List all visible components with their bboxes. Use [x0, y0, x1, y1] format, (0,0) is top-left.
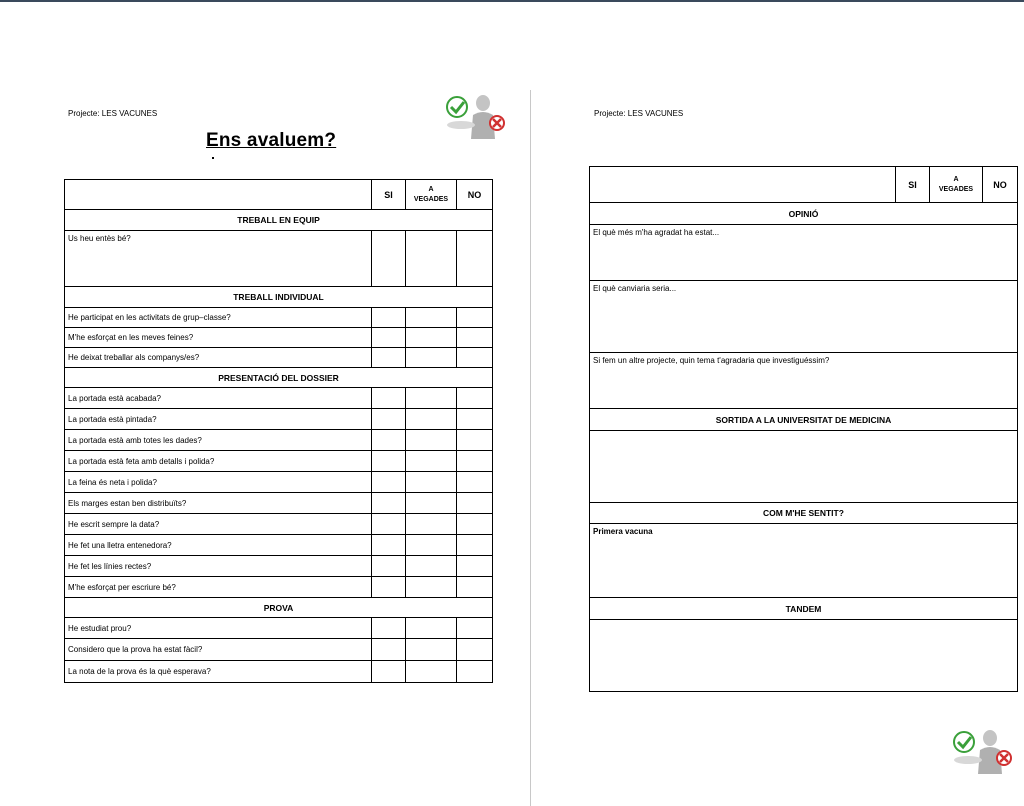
question-label: M'he esforçat en les meves feines? — [65, 328, 372, 348]
table-row — [65, 472, 493, 493]
header-a-vegades: A VEGADES — [406, 180, 457, 210]
answer-cell-si[interactable] — [372, 618, 406, 639]
header-a-vegades: A VEGADES — [930, 167, 983, 203]
answer-cell-a-vegades[interactable] — [406, 493, 457, 514]
answer-cell-no[interactable] — [457, 639, 493, 661]
answer-cell-a-vegades[interactable] — [406, 231, 457, 287]
table-row — [65, 231, 493, 287]
answer-cell-si[interactable] — [372, 577, 406, 598]
answer-cell-a-vegades[interactable] — [406, 388, 457, 409]
answer-cell-no[interactable] — [457, 409, 493, 430]
section-sortida: SORTIDA A LA UNIVERSITAT DE MEDICINA — [590, 409, 1018, 431]
answer-cell-si[interactable] — [372, 348, 406, 368]
question-label: He fet una lletra entenedora? — [65, 535, 372, 556]
section-tandem: TANDEM — [590, 598, 1018, 620]
answer-cell-no[interactable] — [457, 388, 493, 409]
tandem-answer-field[interactable] — [590, 620, 1018, 692]
answer-cell-si[interactable] — [372, 472, 406, 493]
answer-cell-si[interactable] — [372, 430, 406, 451]
answer-cell-no[interactable] — [457, 618, 493, 639]
answer-cell-si[interactable] — [372, 556, 406, 577]
answer-cell-a-vegades[interactable] — [406, 328, 457, 348]
opinion-field[interactable]: El què canviaria seria... — [590, 281, 1018, 353]
answer-cell-no[interactable] — [457, 231, 493, 287]
question-label: Els marges estan ben distribuïts? — [65, 493, 372, 514]
table-row — [65, 308, 493, 328]
header-blank — [65, 180, 372, 210]
question-label: La portada està feta amb detalls i polida? — [65, 451, 372, 472]
question-label: He estudiat prou? — [65, 618, 372, 639]
question-label: La portada està acabada? — [65, 388, 372, 409]
opinion-field[interactable]: Si fem un altre projecte, quin tema t'agradaria que investiguéssim? — [590, 353, 1018, 409]
header-si: SI — [896, 167, 930, 203]
answer-cell-a-vegades[interactable] — [406, 556, 457, 577]
table-row — [65, 556, 493, 577]
section-treball-equip: TREBALL EN EQUIP — [65, 210, 493, 231]
header-si: SI — [372, 180, 406, 210]
table-row — [65, 514, 493, 535]
table-row — [65, 577, 493, 598]
answer-cell-si[interactable] — [372, 409, 406, 430]
answer-cell-si[interactable] — [372, 231, 406, 287]
stray-dot — [212, 157, 214, 159]
self-evaluation-figure-icon — [443, 93, 507, 141]
answer-cell-no[interactable] — [457, 430, 493, 451]
question-label: La nota de la prova és la què esperava? — [65, 661, 372, 683]
table-row — [65, 348, 493, 368]
section-treball-individual: TREBALL INDIVIDUAL — [65, 287, 493, 308]
answer-cell-no[interactable] — [457, 348, 493, 368]
answer-cell-a-vegades[interactable] — [406, 451, 457, 472]
answer-cell-no[interactable] — [457, 472, 493, 493]
table-row — [65, 409, 493, 430]
window-top-border — [0, 0, 1024, 2]
answer-cell-a-vegades[interactable] — [406, 472, 457, 493]
table-row — [65, 661, 493, 683]
question-label: La portada està amb totes les dades? — [65, 430, 372, 451]
answer-cell-no[interactable] — [457, 661, 493, 683]
table-row — [65, 493, 493, 514]
answer-cell-a-vegades[interactable] — [406, 661, 457, 683]
section-opinio: OPINIÓ — [590, 203, 1018, 225]
answer-cell-si[interactable] — [372, 535, 406, 556]
table-row — [65, 639, 493, 661]
question-label: He fet les línies rectes? — [65, 556, 372, 577]
table-row — [65, 388, 493, 409]
page-divider — [530, 90, 531, 806]
answer-cell-no[interactable] — [457, 493, 493, 514]
answer-cell-si[interactable] — [372, 328, 406, 348]
answer-cell-no[interactable] — [457, 451, 493, 472]
answer-cell-no[interactable] — [457, 556, 493, 577]
answer-cell-a-vegades[interactable] — [406, 535, 457, 556]
header-row — [590, 167, 1018, 203]
section-prova: PROVA — [65, 598, 493, 618]
evaluation-table — [64, 179, 493, 683]
question-label: La feina és neta i polida? — [65, 472, 372, 493]
answer-cell-a-vegades[interactable] — [406, 348, 457, 368]
question-label: Us heu entès bé? — [65, 231, 372, 287]
question-label: La portada està pintada? — [65, 409, 372, 430]
sortida-answer-field[interactable] — [590, 431, 1018, 503]
answer-cell-no[interactable] — [457, 514, 493, 535]
answer-cell-si[interactable] — [372, 661, 406, 683]
table-row — [65, 430, 493, 451]
table-row — [65, 328, 493, 348]
header-row — [65, 180, 493, 210]
answer-cell-si[interactable] — [372, 514, 406, 535]
question-label: He escrit sempre la data? — [65, 514, 372, 535]
project-label: Projecte: LES VACUNES — [68, 109, 158, 118]
question-label: Considero que la prova ha estat fàcil? — [65, 639, 372, 661]
answer-cell-no[interactable] — [457, 577, 493, 598]
answer-cell-a-vegades[interactable] — [406, 308, 457, 328]
table-row — [65, 535, 493, 556]
answer-cell-si[interactable] — [372, 451, 406, 472]
answer-cell-a-vegades[interactable] — [406, 639, 457, 661]
header-no: NO — [457, 180, 493, 210]
answer-cell-a-vegades[interactable] — [406, 618, 457, 639]
header-no: NO — [983, 167, 1018, 203]
section-presentacio-dossier: PRESENTACIÓ DEL DOSSIER — [65, 368, 493, 388]
answer-cell-a-vegades[interactable] — [406, 514, 457, 535]
answer-cell-no[interactable] — [457, 328, 493, 348]
question-label: He deixat treballar als companys/es? — [65, 348, 372, 368]
page-title: Ens avaluem? — [206, 130, 337, 151]
header-blank — [590, 167, 896, 203]
question-label: He participat en les activitats de grup–classe? — [65, 308, 372, 328]
opinion-table — [589, 166, 1018, 692]
section-com-he-sentit: COM M'HE SENTIT? — [590, 503, 1018, 524]
answer-cell-no[interactable] — [457, 308, 493, 328]
answer-cell-a-vegades[interactable] — [406, 577, 457, 598]
project-label: Projecte: LES VACUNES — [594, 109, 684, 118]
answer-cell-a-vegades[interactable] — [406, 409, 457, 430]
answer-cell-a-vegades[interactable] — [406, 430, 457, 451]
answer-cell-no[interactable] — [457, 535, 493, 556]
self-evaluation-figure-icon — [950, 728, 1014, 776]
sentit-field[interactable]: Primera vacuna — [590, 524, 1018, 598]
answer-cell-si[interactable] — [372, 388, 406, 409]
question-label: M'he esforçat per escriure bé? — [65, 577, 372, 598]
table-row — [65, 618, 493, 639]
table-row — [65, 451, 493, 472]
answer-cell-si[interactable] — [372, 639, 406, 661]
answer-cell-si[interactable] — [372, 308, 406, 328]
answer-cell-si[interactable] — [372, 493, 406, 514]
opinion-field[interactable]: El què més m'ha agradat ha estat... — [590, 225, 1018, 281]
